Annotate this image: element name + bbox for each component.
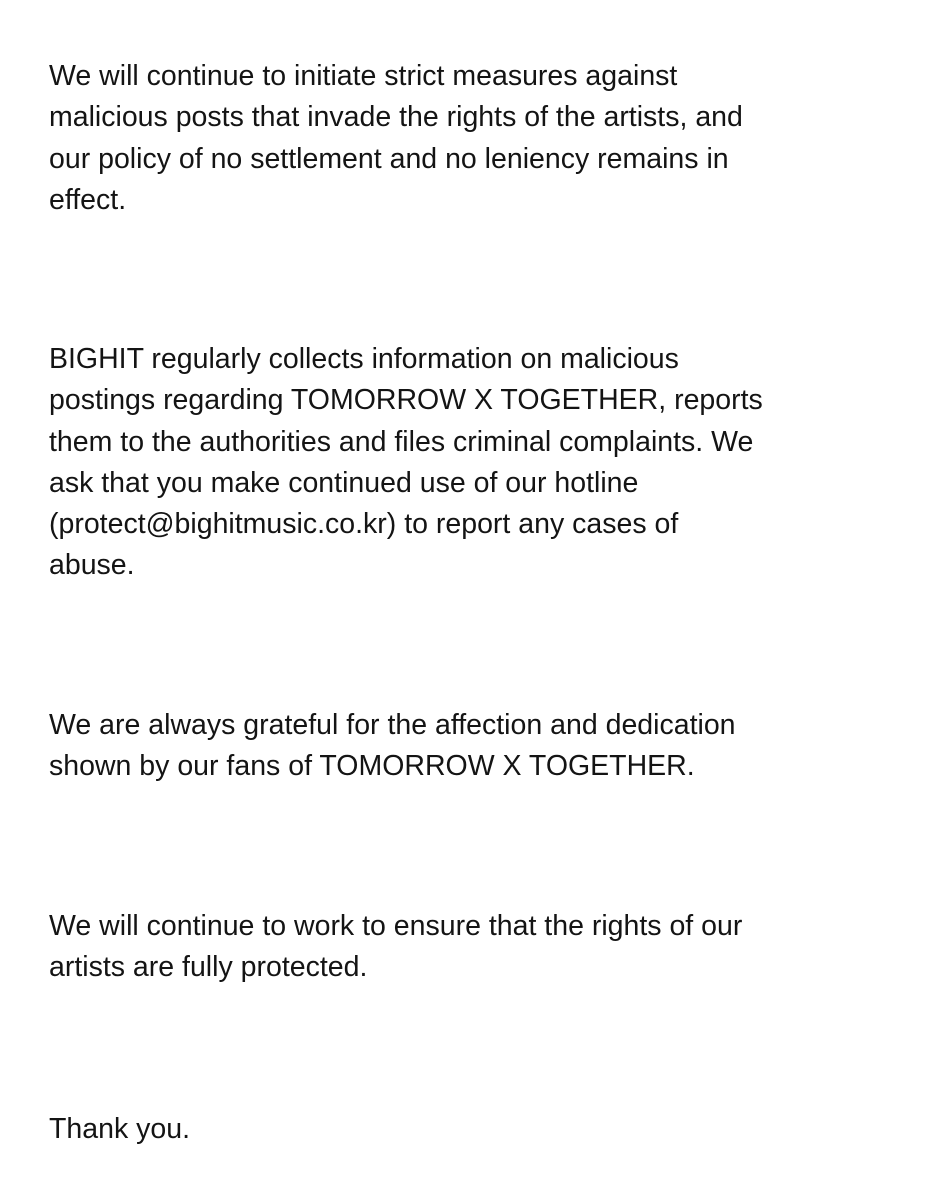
text-line: Thank you. xyxy=(49,1113,190,1145)
text-line: We are always grateful for the affection and dedication xyxy=(49,709,736,741)
text-line: BIGHIT regularly collects information on malicious xyxy=(49,343,679,375)
paragraph-gratitude xyxy=(49,705,736,788)
text-line: our policy of no settlement and no leniency remains in xyxy=(49,142,729,175)
text-line: shown by our fans of TOMORROW X TOGETHER. xyxy=(49,750,695,783)
text-line: (protect@bighitmusic.co.kr) to report any cases of xyxy=(49,508,679,541)
paragraph-closing xyxy=(49,1109,190,1150)
text-line: ask that you make continued use of our hotline xyxy=(49,466,639,499)
paragraph-hotline-info xyxy=(49,339,763,587)
text-line: postings regarding TOMORROW X TOGETHER, reports xyxy=(49,384,763,417)
text-line: malicious posts that invade the rights of the artists, and xyxy=(49,101,743,134)
text-line: We will continue to initiate strict measures against xyxy=(49,60,678,92)
paragraph-rights-protection xyxy=(49,906,742,989)
text-line: We will continue to work to ensure that the rights of our xyxy=(49,910,743,942)
text-line: abuse. xyxy=(49,549,135,582)
text-line: artists are fully protected. xyxy=(49,951,368,984)
text-line: them to the authorities and files criminal complaints. We xyxy=(49,425,754,458)
text-line: effect. xyxy=(49,183,127,216)
paragraph-strict-measures xyxy=(49,56,743,221)
